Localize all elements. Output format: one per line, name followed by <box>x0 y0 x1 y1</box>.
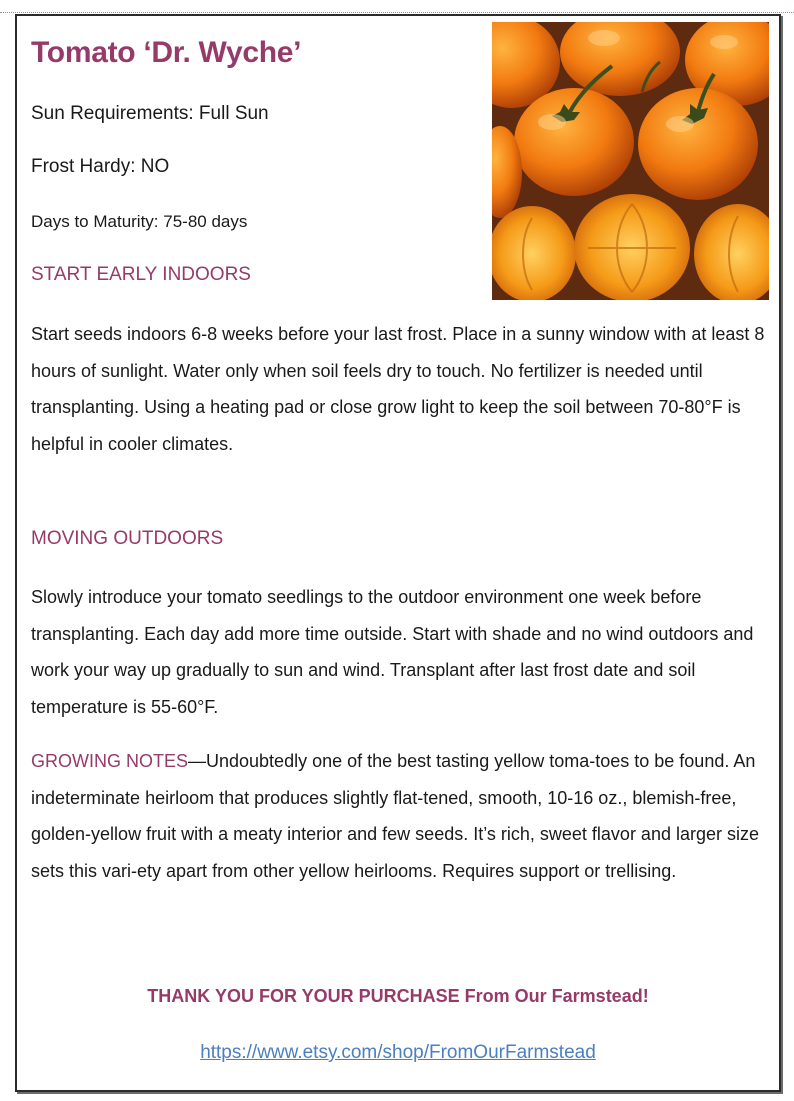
indoors-paragraph: Start seeds indoors 6-8 weeks before your last frost. Place in a sunny window with at least 8 hours of sunlight. Water only when soil feels dry to touch. No fertilizer is needed until transplanting. Using a heating pad or close grow light to keep the soil between 70-80°F is helpful in cooler climates. <box>31 324 765 454</box>
page-title: Tomato ‘Dr. Wyche’ <box>31 36 302 69</box>
thank-you-message: THANK YOU FOR YOUR PURCHASE From Our Farmstead! <box>147 986 649 1006</box>
outdoors-paragraph: Slowly introduce your tomato seedlings to the outdoor environment one week before transplanting. Each day add more time outside. Start with shade and no wind outdoors and work your way up gradually to sun and wind. Transplant after last frost date and soil temperature is 55-60°F. <box>31 587 754 717</box>
growing-notes-text: —Undoubtedly one of the best tasting yellow toma-toes to be found. An indeterminate heirloom that produces slightly flat-tened, smooth, 10-16 oz., blemish-free, golden-yellow fruit with a meaty interior and few seeds. It’s rich, sweet flavor and larger size sets this vari-ety apart from other yellow heirlooms. Requires support or trellising. <box>31 751 759 881</box>
days-to-maturity: Days to Maturity: 75-80 days <box>31 212 248 231</box>
etsy-shop-link[interactable]: https://www.etsy.com/shop/FromOurFarmstead <box>200 1042 596 1063</box>
section-heading-outdoors: MOVING OUTDOORS <box>31 528 224 549</box>
frost-hardy: Frost Hardy: NO <box>31 156 170 177</box>
growing-notes-label: GROWING NOTES <box>31 751 188 771</box>
tomato-photo <box>492 22 769 300</box>
tomato-photo-icon <box>492 22 769 300</box>
growing-notes-paragraph <box>31 743 766 889</box>
section-heading-indoors: START EARLY INDOORS <box>31 264 251 285</box>
seed-packet-card <box>15 14 781 1092</box>
sun-requirements: Sun Requirements: Full Sun <box>31 103 269 124</box>
